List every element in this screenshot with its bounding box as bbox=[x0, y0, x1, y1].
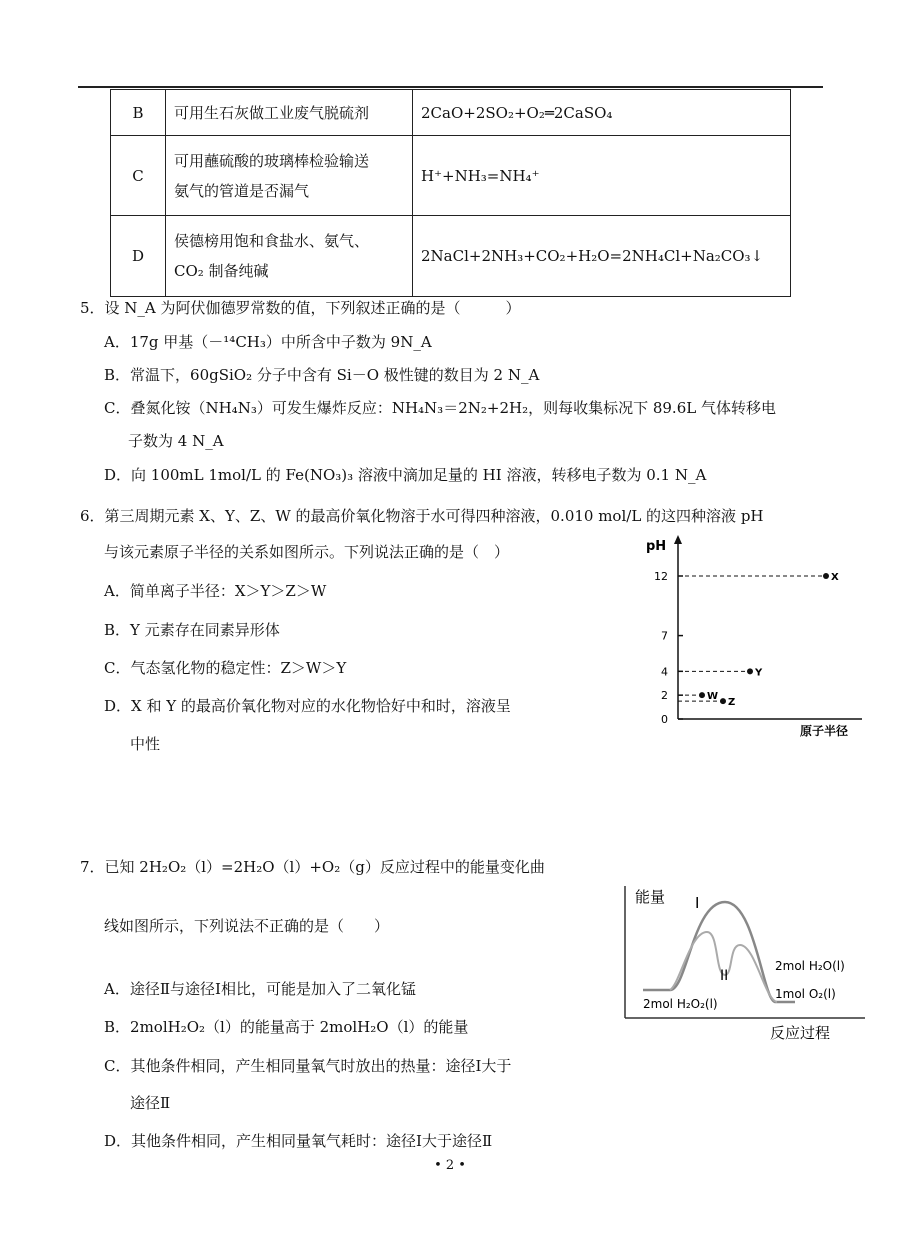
row-label: B bbox=[111, 90, 166, 136]
y-tick-label: 0 bbox=[661, 713, 668, 726]
q5-option-d: D．向 100mL 1mol/L 的 Fe(NO₃)₃ 溶液中滴加足量的 HI 溶液，转移电子数为 0.1 N_A bbox=[104, 466, 707, 484]
point-label-z: Z bbox=[728, 697, 736, 709]
row-desc: 侯德榜用饱和食盐水、氨气、 CO₂ 制备纯碱 bbox=[166, 216, 413, 297]
options-table bbox=[110, 89, 791, 297]
product-h2o-label: 2mol H₂O(l) bbox=[775, 959, 845, 973]
energy-y-label: 能量 bbox=[635, 888, 666, 906]
q5-stem: 5．设 N_A 为阿伏伽德罗常数的值，下列叙述正确的是（ ） bbox=[80, 299, 521, 317]
path-i-curve bbox=[643, 902, 795, 1002]
ph-chart bbox=[630, 535, 870, 740]
header-rule bbox=[78, 86, 823, 88]
point-label-w: W bbox=[707, 691, 719, 703]
q7-option-d: D．其他条件相同，产生相同量氧气耗时：途径Ⅰ大于途径Ⅱ bbox=[104, 1132, 493, 1150]
q5-option-a: A．17g 甲基（－¹⁴CH₃）中所含中子数为 9N_A bbox=[104, 333, 432, 351]
q6-option-b: B．Y 元素存在同素异形体 bbox=[104, 621, 280, 639]
y-tick-label: 4 bbox=[661, 665, 668, 679]
q7-option-a: A．途径Ⅱ与途径Ⅰ相比，可能是加入了二氧化锰 bbox=[104, 980, 416, 998]
page-number: • 2 • bbox=[434, 1158, 466, 1173]
point-label-x: X bbox=[831, 572, 839, 583]
point-y bbox=[747, 668, 753, 674]
x-axis-label: 原子半径 bbox=[800, 724, 849, 738]
q6-option-d: D．X 和 Y 的最高价氧化物对应的水化物恰好中和时，溶液呈 bbox=[104, 697, 511, 715]
row-desc: 可用蘸硫酸的玻璃棒检验输送 氨气的管道是否漏气 bbox=[166, 136, 413, 216]
path-ii-label: II bbox=[720, 968, 729, 984]
energy-diagram bbox=[615, 880, 875, 1045]
q6-stem-cont: 与该元素原子半径的关系如图所示。下列说法正确的是（ ） bbox=[104, 543, 510, 561]
q5-option-c-cont: 子数为 4 N_A bbox=[128, 432, 224, 450]
q6-option-d-cont: 中性 bbox=[130, 735, 161, 753]
q7-stem: 7．已知 2H₂O₂（l）=2H₂O（l）+O₂（g）反应过程中的能量变化曲 bbox=[80, 858, 545, 876]
reactant-label: 2mol H₂O₂(l) bbox=[643, 997, 718, 1011]
row-label: C bbox=[111, 136, 166, 216]
q7-option-c: C．其他条件相同，产生相同量氧气时放出的热量：途径Ⅰ大于 bbox=[104, 1057, 512, 1075]
q7-option-c-cont: 途径Ⅱ bbox=[130, 1094, 171, 1112]
energy-x-label: 反应过程 bbox=[770, 1024, 831, 1042]
point-z bbox=[720, 698, 726, 704]
y-tick-label: 7 bbox=[661, 629, 668, 643]
table-row bbox=[111, 136, 791, 216]
q6-stem: 6．第三周期元素 X、Y、Z、W 的最高价氧化物溶于水可得四种溶液，0.010 mol/L 的这四种溶液 pH bbox=[80, 507, 764, 525]
y-axis-arrow bbox=[674, 535, 682, 544]
point-label-y: Y bbox=[755, 667, 763, 679]
point-x bbox=[823, 573, 829, 579]
table-row bbox=[111, 216, 791, 297]
row-equation: 2NaCl+2NH₃+CO₂+H₂O=2NH₄Cl+Na₂CO₃↓ bbox=[413, 216, 791, 297]
y-tick-label: 12 bbox=[654, 570, 668, 583]
product-o2-label: 1mol O₂(l) bbox=[775, 987, 836, 1001]
path-i-label: I bbox=[695, 894, 700, 912]
row-equation: H⁺+NH₃=NH₄⁺ bbox=[413, 136, 791, 216]
row-desc: 可用生石灰做工业废气脱硫剂 bbox=[166, 90, 413, 136]
point-w bbox=[699, 692, 705, 698]
q6-option-a: A．简单离子半径：X＞Y＞Z＞W bbox=[104, 582, 327, 600]
table-row bbox=[111, 90, 791, 136]
q7-option-b: B．2molH₂O₂（l）的能量高于 2molH₂O（l）的能量 bbox=[104, 1018, 469, 1036]
y-axis-label: pH bbox=[646, 539, 667, 554]
q7-stem-cont: 线如图所示，下列说法不正确的是（ ） bbox=[104, 917, 390, 935]
y-tick-label: 2 bbox=[661, 689, 668, 703]
q6-option-c: C．气态氢化物的稳定性：Z＞W＞Y bbox=[104, 659, 347, 677]
row-equation: 2CaO+2SO₂+O₂═2CaSO₄ bbox=[413, 90, 791, 136]
q5-option-b: B．常温下，60gSiO₂ 分子中含有 Si－O 极性键的数目为 2 N_A bbox=[104, 366, 540, 384]
q5-option-c: C．叠氮化铵（NH₄N₃）可发生爆炸反应：NH₄N₃＝2N₂+2H₂，则每收集标况下 89.6L 气体转移电 bbox=[104, 399, 776, 417]
row-label: D bbox=[111, 216, 166, 297]
